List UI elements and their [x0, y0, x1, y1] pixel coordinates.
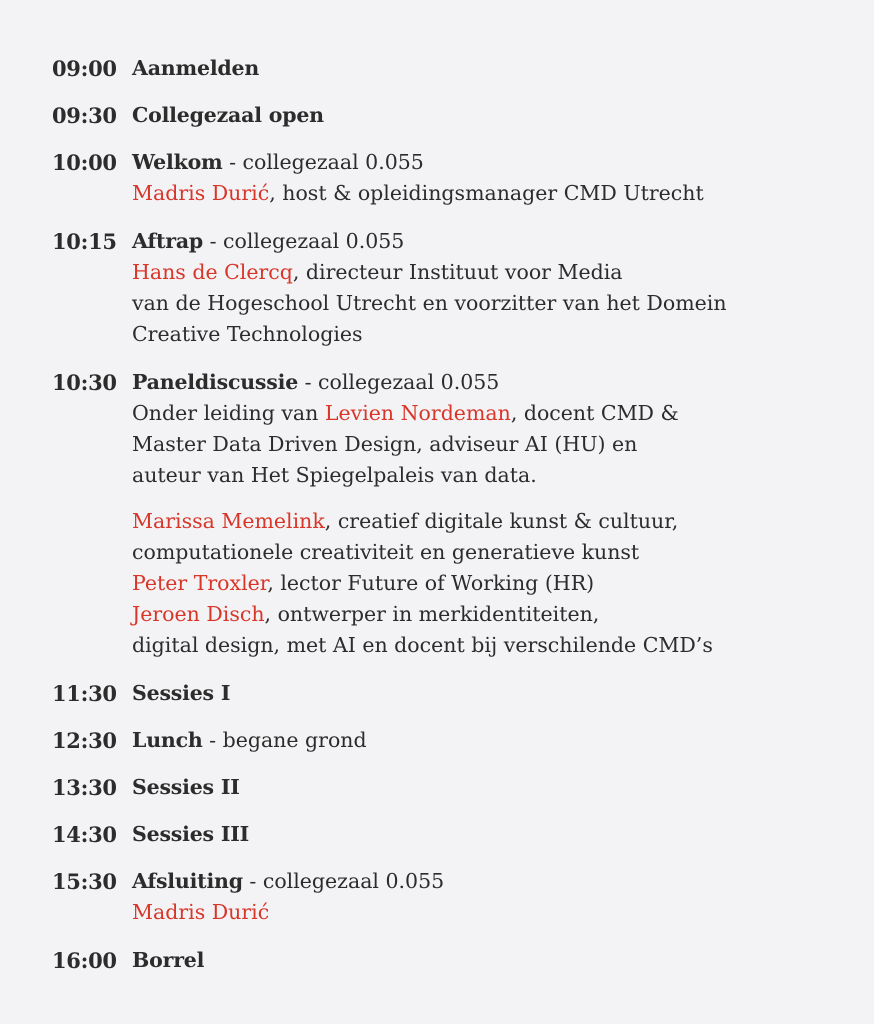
moderator-role: , docent CMD &	[510, 401, 679, 425]
item-location: - collegezaal 0.055	[222, 150, 424, 174]
item-location: - collegezaal 0.055	[203, 229, 405, 253]
item-title: Aftrap	[132, 229, 204, 253]
time-label: 09:00	[52, 56, 117, 81]
time-label: 10:30	[52, 370, 117, 395]
panelist-role: , creatief digitale kunst & cultuur,	[324, 509, 679, 533]
time-label: 09:30	[52, 103, 117, 128]
description-line: Creative Technologies	[132, 322, 363, 346]
item-location: - begane grond	[202, 728, 367, 752]
panelist-role-line: digital design, met AI en docent bij verschilende CMD’s	[132, 633, 713, 657]
time-label: 10:15	[52, 229, 117, 254]
item-location: - collegezaal 0.055	[242, 869, 445, 893]
description-line: van de Hogeschool Utrecht en voorzitter van het Domein	[132, 291, 727, 315]
panelist-name: Marissa Memelink	[132, 509, 325, 533]
speaker-role: , host & opleidingsmanager CMD Utrecht	[269, 181, 704, 205]
item-title: Afsluiting	[132, 869, 243, 893]
time-label: 13:30	[52, 775, 117, 800]
speaker-name: Madris Durić	[132, 181, 270, 205]
item-title: Sessies III	[132, 822, 250, 846]
time-label: 10:00	[52, 150, 117, 175]
moderator-prefix: Onder leiding van	[132, 401, 325, 425]
moderator-name: Levien Nordeman	[324, 401, 511, 425]
panelist-role-line: computationele creativiteit en generatieve kunst	[132, 540, 640, 564]
item-location: - collegezaal 0.055	[298, 370, 500, 394]
item-title: Collegezaal open	[132, 103, 324, 127]
description-line: auteur van Het Spiegelpaleis van data.	[132, 463, 537, 487]
panelist-name: Peter Troxler	[132, 571, 268, 595]
item-title: Sessies II	[132, 775, 240, 799]
speaker-role: , directeur Instituut voor Media	[292, 260, 623, 284]
panelist-role: , lector Future of Working (HR)	[267, 571, 595, 595]
time-label: 15:30	[52, 869, 117, 894]
speaker-name: Hans de Clercq	[132, 260, 293, 284]
item-title: Lunch	[132, 728, 203, 752]
item-title: Sessies I	[132, 681, 231, 705]
item-title: Aanmelden	[132, 56, 260, 80]
panelist-name: Jeroen Disch	[132, 602, 265, 626]
time-label: 14:30	[52, 822, 117, 847]
item-title: Borrel	[132, 948, 205, 972]
time-label: 11:30	[52, 681, 117, 706]
time-label: 12:30	[52, 728, 117, 753]
time-label: 16:00	[52, 948, 117, 973]
speaker-name: Madris Durić	[132, 900, 270, 924]
item-title: Welkom	[132, 150, 223, 174]
item-title: Paneldiscussie	[132, 370, 299, 394]
panelist-role: , ontwerper in merkidentiteiten,	[264, 602, 600, 626]
description-line: Master Data Driven Design, adviseur AI (HU) en	[132, 432, 638, 456]
